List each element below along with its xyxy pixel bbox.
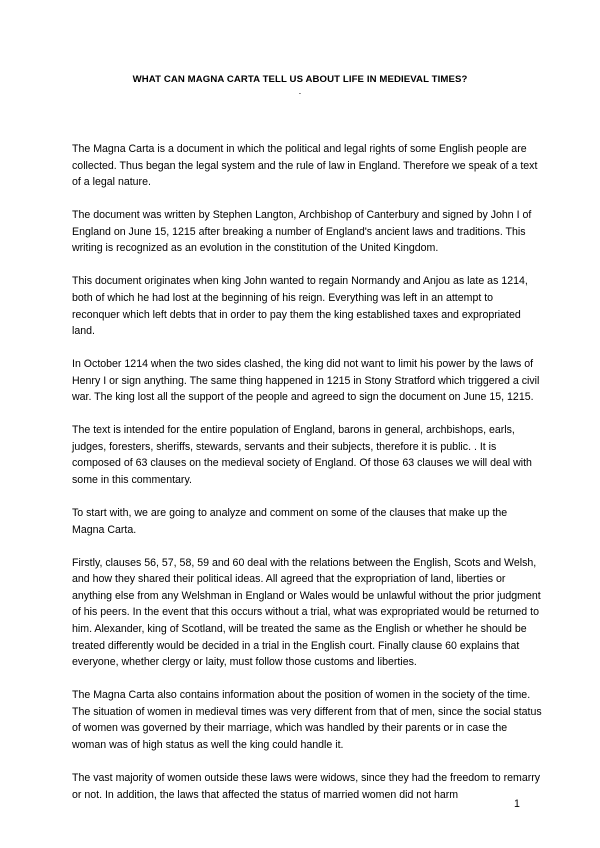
page-number: 1 [514, 798, 520, 810]
paragraph-4: In October 1214 when the two sides clashed, the king did not want to limit his power by the laws of Henry I or sign anything. The same thing happened in 1215 in Stony Stratford which triggered a civil war. The king lost all the support of the people and agreed to sign the document on June 15, 1215. [72, 358, 540, 404]
paragraph-6: To start with, we are going to analyze and comment on some of the clauses that make up the Magna Carta. [72, 507, 508, 536]
paragraph-7: Firstly, clauses 56, 57, 58, 59 and 60 deal with the relations between the English, Scots and Welsh, and how they shared their political ideas. All agreed that the expropriation of land, liberties or anything else from any Welshman in England or Wales would be unlawful without the prior judgment of his peers. In the event that this occurs without a trial, what was expropriated would be returned to him. Alexander, king of Scotland, will be treated the same as the English or whether he should be treated differently would be decided in a trial in the English court. Finally clause 60 explains that everyone, whether clergy or laity, must follow those customs and liberties. [72, 556, 541, 669]
document-body [72, 141, 542, 820]
title-trailing-mark: . [298, 86, 302, 97]
paragraph-2: The document was written by Stephen Langton, Archbishop of Canterbury and signed by John I of England on June 15, 1215 after breaking a number of England's ancient laws and traditions. This writing is recognized as an evolution in the constitution of the United Kingdom. [72, 209, 532, 255]
paragraph-5: The text is intended for the entire population of England, barons in general, archbishops, earls, judges, foresters, sheriffs, stewards, servants and their subjects, therefore it is public. . It is composed of 63 clauses on the medieval society of England. Of those 63 clauses we will deal with some in this commentary. [72, 424, 532, 487]
paragraph-8: The Magna Carta also contains information about the position of women in the society of the time. The situation of women in medieval times was very different from that of men, since the social status of women was governed by their marriage, which was handled by their parents or in case the woman was of high status as well the king could handle it. [72, 689, 542, 751]
paragraph-9: The vast majority of women outside these laws were widows, since they had the freedom to remarry or not. In addition, the laws that affected the status of married women did not harm [72, 771, 541, 801]
document-title: WHAT CAN MAGNA CARTA TELL US ABOUT LIFE IN MEDIEVAL TIMES? [132, 74, 468, 85]
paragraph-1: The Magna Carta is a document in which the political and legal rights of some English people are collected. Thus began the legal system and the rule of law in England. Therefore we speak of a text of a legal nature. [72, 143, 538, 189]
paragraph-3: This document originates when king John wanted to regain Normandy and Anjou as late as 1214, both of which he had lost at the beginning of his reign. Everything was left in an attempt to reconquer which left debts that in order to pay them the king established taxes and expropriated land. [72, 275, 528, 338]
